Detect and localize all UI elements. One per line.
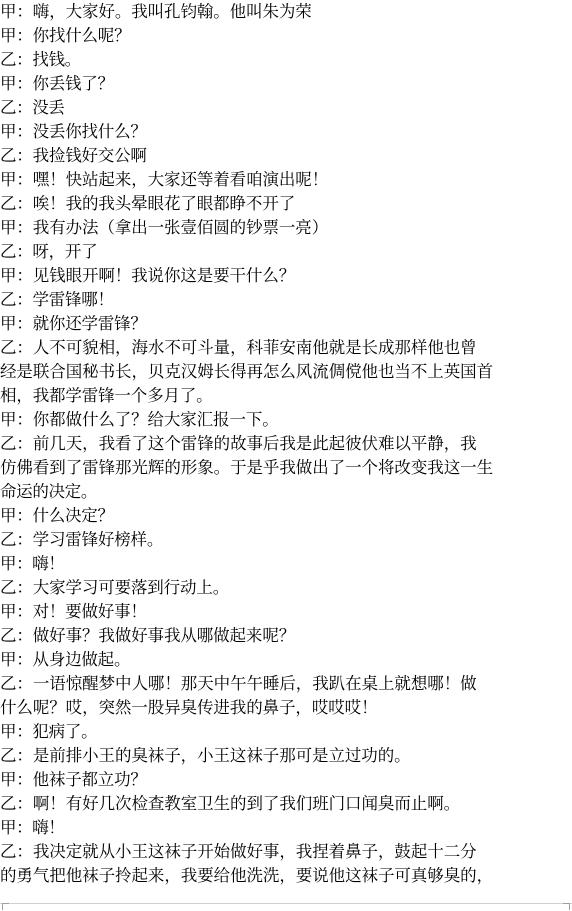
page-bottom-edge (0, 903, 572, 904)
text-line: 甲：你找什么呢？ (0, 26, 131, 45)
text-line: 甲：见钱眼开啊！我说你这是要干什么？ (0, 266, 296, 285)
text-line: 经是联合国秘书长，贝克汉姆长得再怎么风流倜傥他也当不上英国首 (0, 362, 494, 381)
text-line: 命运的决定。 (0, 482, 98, 501)
text-line: 乙：人不可貌相，海水不可斗量，科菲安南他就是长成那样他也曾 (0, 338, 477, 357)
text-line: 甲：你都做什么了？给大家汇报一下。 (0, 410, 279, 429)
text-line: 甲：什么决定？ (0, 506, 114, 525)
text-line: 的勇气把他袜子拎起来，我要给他洗洗，要说他这袜子可真够臭的， (0, 866, 494, 885)
text-line: 乙：前几天，我看了这个雷锋的故事后我是此起彼伏难以平静，我 (0, 434, 477, 453)
text-line: 甲：嗨！ (0, 818, 65, 837)
text-line: 乙：我捡钱好交公啊 (0, 146, 147, 165)
text-line: 甲：没丢你找什么？ (0, 122, 147, 141)
text-line: 甲：我有办法（拿出一张壹佰圆的钞票一亮） (0, 218, 329, 237)
text-line: 相，我都学雷锋一个多月了。 (0, 386, 213, 405)
text-line: 乙：一语惊醒梦中人哪！那天中午午睡后，我趴在桌上就想哪！做 (0, 674, 477, 693)
text-line: 乙：是前排小王的臭袜子，小王这袜子那可是立过功的。 (0, 746, 411, 765)
text-line: 乙：没丢 (0, 98, 65, 117)
text-line: 甲：你丢钱了？ (0, 74, 114, 93)
text-line: 乙：学习雷锋好榜样。 (0, 530, 164, 549)
text-line: 乙：大家学习可要落到行动上。 (0, 578, 230, 597)
text-line: 乙：啊！有好几次检查教室卫生的到了我们班门口闻臭而止啊。 (0, 794, 461, 813)
text-line: 乙：我决定就从小王这袜子开始做好事，我捏着鼻子，鼓起十二分 (0, 842, 477, 861)
text-line: 仿佛看到了雷锋那光辉的形象。于是乎我做出了一个将改变我这一生 (0, 458, 494, 477)
text-line: 甲：嘿！快站起来，大家还等着看咱演出呢！ (0, 170, 329, 189)
text-line: 甲：他袜子都立功？ (0, 770, 147, 789)
page-corner-mark-left (2, 903, 9, 910)
text-line: 甲：从身边做起。 (0, 650, 131, 669)
page-corner-mark-right (563, 903, 570, 910)
text-line: 甲：就你还学雷锋？ (0, 314, 147, 333)
text-line: 乙：呀，开了 (0, 242, 98, 261)
text-line: 乙：学雷锋哪！ (0, 290, 114, 309)
text-line: 乙：唉！我的我头晕眼花了眼都睁不开了 (0, 194, 296, 213)
text-line: 甲：嗨！ (0, 554, 65, 573)
text-line: 甲：对！要做好事！ (0, 602, 147, 621)
text-line: 什么呢？哎，突然一股异臭传进我的鼻子，哎哎哎！ (0, 698, 378, 717)
text-line: 乙：做好事？我做好事我从哪做起来呢？ (0, 626, 296, 645)
text-line: 甲：嗨，大家好。我叫孔钧翰。他叫朱为荣 (0, 2, 312, 21)
text-line: 乙：找钱。 (0, 50, 81, 69)
text-line: 甲：犯病了。 (0, 722, 98, 741)
